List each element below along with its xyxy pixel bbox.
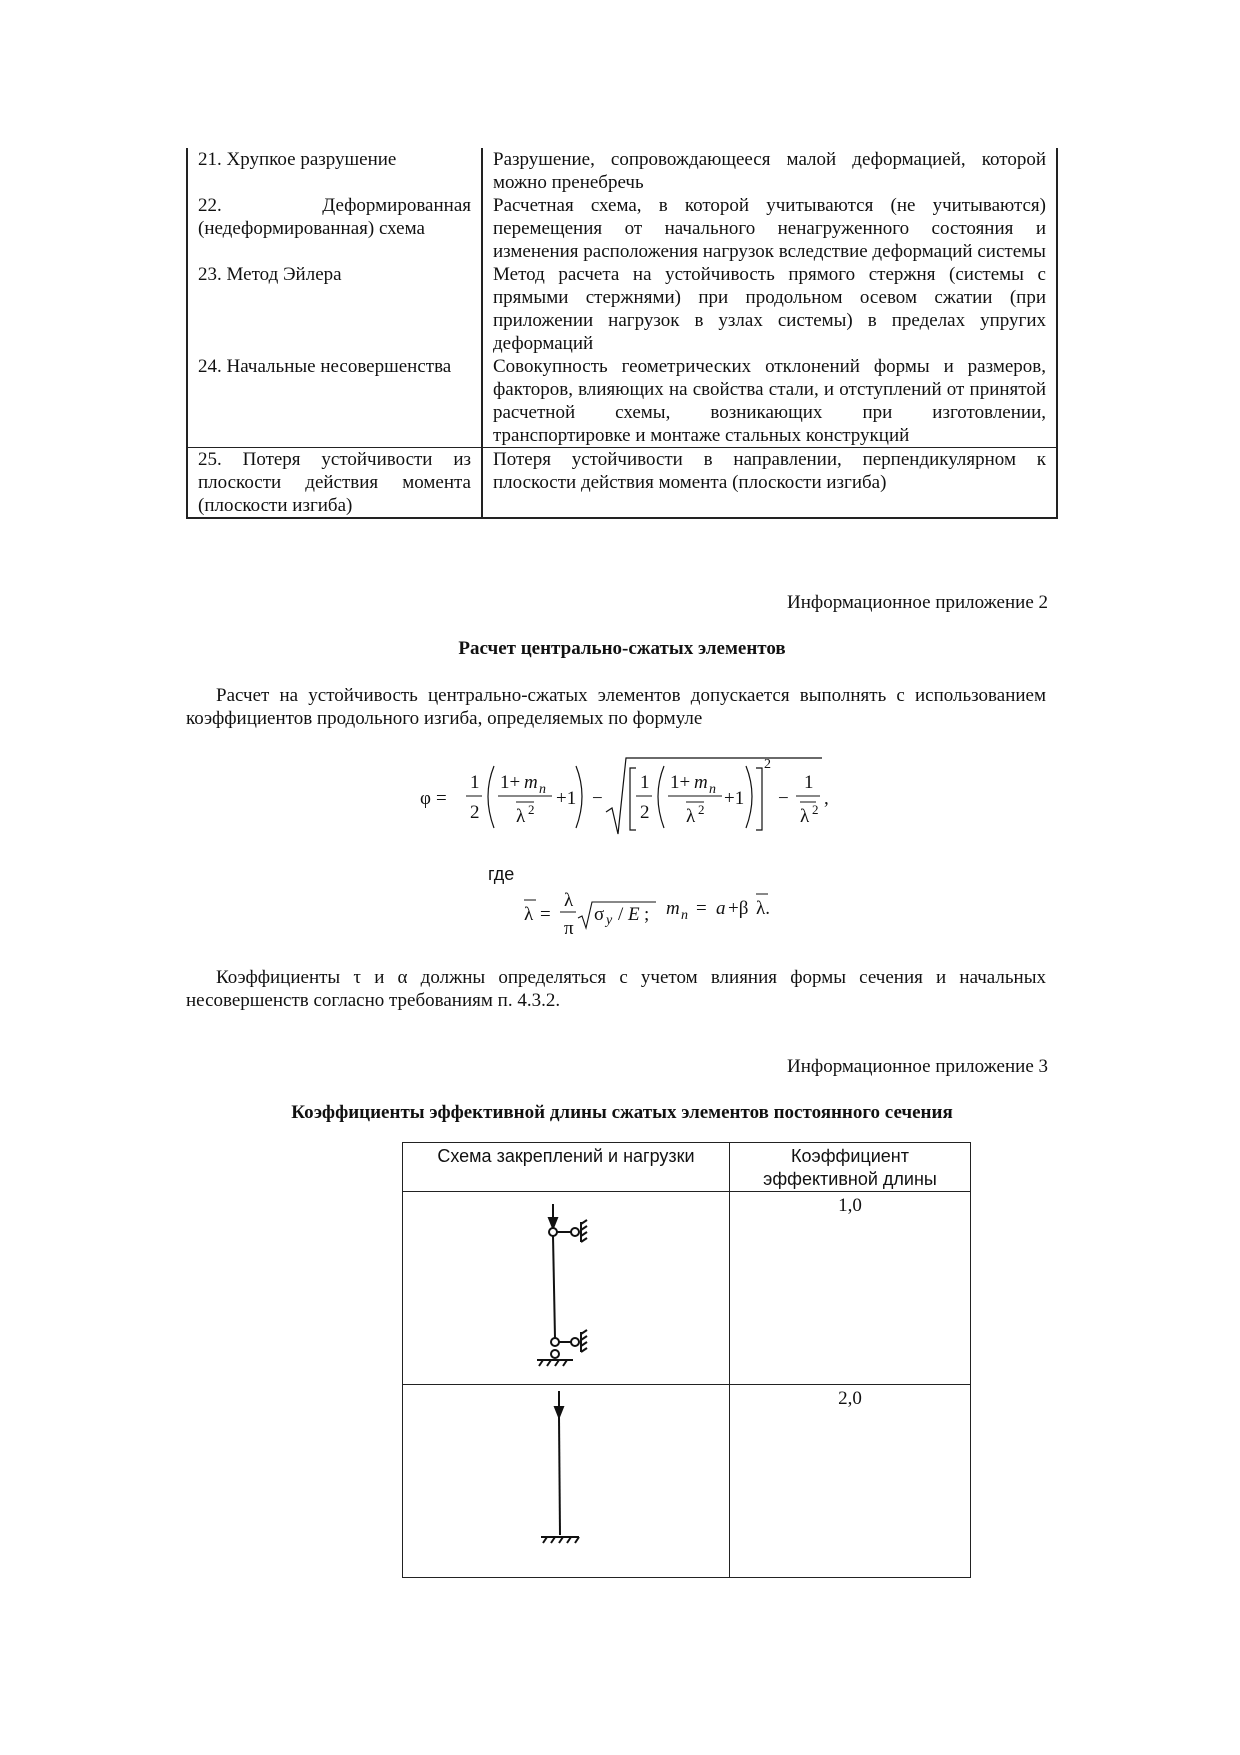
table-header-row <box>403 1143 971 1192</box>
svg-text:λ: λ <box>564 890 574 911</box>
svg-text:2: 2 <box>640 802 650 823</box>
appendix-2-title: Расчет центрально-сжатых элементов <box>458 638 786 659</box>
effective-length-table <box>402 1142 971 1578</box>
svg-text:m: m <box>524 772 538 793</box>
svg-text:φ: φ <box>420 788 431 809</box>
scheme-cell <box>403 1192 730 1385</box>
scheme-column-header: Схема закреплений и нагрузки <box>403 1143 730 1192</box>
glossary-row <box>187 148 1057 194</box>
glossary-term: 24. Начальные несовершенства <box>187 355 482 448</box>
svg-text:1: 1 <box>470 772 480 793</box>
svg-text:2: 2 <box>812 802 819 817</box>
glossary-term: 25. Потеря устойчивости из плоскости действия момента (плоскости изгиба) <box>187 448 482 519</box>
svg-text:−: − <box>778 788 789 809</box>
svg-text:/: / <box>618 904 624 925</box>
svg-text:a: a <box>716 898 726 919</box>
glossary-row <box>187 263 1057 355</box>
svg-text:n: n <box>681 908 688 923</box>
glossary-definition: Разрушение, сопровождающееся малой деформацией, которой можно пренебречь <box>482 148 1057 194</box>
glossary-term: 23. Метод Эйлера <box>187 263 482 355</box>
svg-text:E: E <box>628 904 640 925</box>
svg-text:=: = <box>696 898 707 919</box>
table-row <box>403 1385 971 1578</box>
svg-text:σ: σ <box>594 904 605 925</box>
svg-text:λ: λ <box>516 806 526 827</box>
svg-text:+β: +β <box>728 898 749 919</box>
coefficient-column-header <box>730 1143 971 1192</box>
svg-text:+1: +1 <box>556 788 577 809</box>
svg-text:1: 1 <box>640 772 650 793</box>
appendix-2-intro <box>186 684 1046 730</box>
glossary-row <box>187 355 1057 448</box>
svg-text:=: = <box>540 904 551 925</box>
svg-text:n: n <box>539 782 546 797</box>
pinned-pinned-column-scheme <box>403 1192 729 1378</box>
svg-text:m: m <box>666 898 680 919</box>
svg-text:λ.: λ. <box>756 898 770 919</box>
svg-text:π: π <box>564 918 574 938</box>
scheme-cell <box>403 1385 730 1578</box>
glossary-definition: Совокупность геометрических отклонений формы и размеров, факторов, влияющих на свойства стали, и отступлений от принятой расчетной схемы, возникающих при изготовлении, транспортировке и монтаже стальных конструкций <box>482 355 1057 448</box>
glossary-row <box>187 448 1057 519</box>
svg-text:+1: +1 <box>724 788 745 809</box>
svg-text:1+: 1+ <box>500 772 521 793</box>
coefficient-value: 1,0 <box>730 1192 971 1385</box>
svg-text:y: y <box>606 913 613 928</box>
svg-text:−: − <box>592 788 603 809</box>
table-row <box>403 1192 971 1385</box>
svg-text:2: 2 <box>470 802 480 823</box>
svg-text:λ: λ <box>686 806 696 827</box>
svg-text:;: ; <box>644 904 650 925</box>
glossary-definition: Потеря устойчивости в направлении, перпендикулярном к плоскости действия момента (плоскости изгиба) <box>482 448 1057 519</box>
svg-text:=: = <box>436 788 447 809</box>
appendix-3-label: Информационное приложение 3 <box>787 1056 1048 1077</box>
slenderness-formula <box>520 878 790 938</box>
coefficient-header-line1: Коэффициент <box>791 1146 909 1166</box>
buckling-coefficient-formula <box>420 748 840 848</box>
svg-text:λ: λ <box>800 806 810 827</box>
appendix-2-note <box>186 966 1046 1012</box>
svg-text:m: m <box>694 772 708 793</box>
svg-text:2: 2 <box>764 757 771 772</box>
fixed-free-column-scheme <box>403 1385 729 1571</box>
appendix-2-label: Информационное приложение 2 <box>787 592 1048 613</box>
coefficient-header-line2: эффективной длины <box>763 1169 937 1189</box>
svg-text:1+: 1+ <box>670 772 691 793</box>
appendix-2-note-text: Коэффициенты τ и α должны определяться с учетом влияния формы сечения и начальных несовершенств согласно требованиям п. 4.3.2. <box>186 967 1046 1011</box>
glossary-definition: Метод расчета на устойчивость прямого стержня (системы с прямыми стержнями) при продольном осевом сжатии (при приложении нагрузок в узлах системы) в пределах упругих деформаций <box>482 263 1057 355</box>
coefficient-value: 2,0 <box>730 1385 971 1578</box>
svg-text:2: 2 <box>528 802 535 817</box>
glossary-definition: Расчетная схема, в которой учитываются (не учитываются) перемещения от начального ненагруженного состояния и изменения расположения нагрузок вследствие деформаций системы <box>482 194 1057 263</box>
where-label: где <box>488 864 515 884</box>
glossary-row <box>187 194 1057 263</box>
svg-text:2: 2 <box>698 802 705 817</box>
svg-text:λ: λ <box>524 904 534 925</box>
glossary-term: 21. Хрупкое разрушение <box>187 148 482 194</box>
glossary-term: 22. Деформированная (недеформированная) схема <box>187 194 482 263</box>
svg-text:1: 1 <box>804 772 814 793</box>
appendix-2-intro-text: Расчет на устойчивость центрально-сжатых элементов допускается выполнять с использованием коэффициентов продольного изгиба, определяемых по формуле <box>186 685 1046 729</box>
appendix-3-title: Коэффициенты эффективной длины сжатых элементов постоянного сечения <box>291 1102 953 1123</box>
svg-text:,: , <box>824 788 829 809</box>
glossary-table <box>186 148 1058 519</box>
svg-text:n: n <box>709 782 716 797</box>
